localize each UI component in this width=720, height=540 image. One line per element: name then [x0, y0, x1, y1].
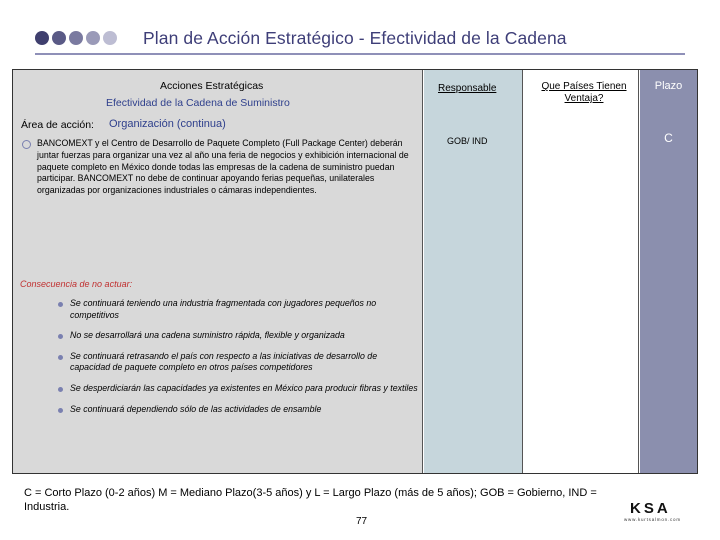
- bullet-icon: [58, 334, 63, 339]
- list-item-text: Se continuará retrasando el país con respecto a las iniciativas de desarrollo de capacidad de paquete completo en otros países competidores: [70, 350, 378, 373]
- area-label: Área de acción:: [21, 119, 94, 131]
- consequences-list: [58, 298, 418, 424]
- logo-subtext: www.kurtsalmon.com: [624, 517, 681, 522]
- header-paises: Que Países Tienen Ventaja?: [541, 81, 627, 104]
- header-responsable: Responsable: [438, 83, 497, 94]
- title-dots: [35, 31, 117, 45]
- consequences-title: Consecuencia de no actuar:: [20, 279, 133, 289]
- list-item-text: Se desperdiciarán las capacidades ya existentes en México para producir fibras y textiles: [70, 382, 418, 393]
- column-paises: [524, 70, 639, 473]
- header-plazo: Plazo: [654, 80, 683, 92]
- title-dot: [86, 31, 100, 45]
- header-acciones: Acciones Estratégicas: [160, 80, 264, 92]
- title-dot: [103, 31, 117, 45]
- list-item: [58, 351, 418, 374]
- bullet-icon: [58, 387, 63, 392]
- list-item: [58, 383, 418, 395]
- list-item: [58, 404, 418, 416]
- list-item: [58, 330, 418, 342]
- title-divider: [35, 53, 685, 55]
- area-value: Organización (continua): [109, 118, 226, 130]
- list-item-text: No se desarrollará una cadena suministro rápida, flexible y organizada: [70, 330, 345, 341]
- ksa-logo: KSA: [630, 500, 671, 517]
- list-item: [58, 298, 418, 321]
- ring-bullet-icon: [22, 140, 31, 149]
- page-title: Plan de Acción Estratégico - Efectividad de la Cadena: [143, 28, 567, 48]
- bullet-icon: [58, 302, 63, 307]
- header-subtitle: Efectividad de la Cadena de Suministro: [106, 97, 290, 109]
- list-item-text: Se continuará teniendo una industria fragmentada con jugadores pequeños no competitivos: [70, 298, 377, 320]
- title-dot: [52, 31, 66, 45]
- footer-note: C = Corto Plazo (0-2 años) M = Mediano Plazo(3-5 años) y L = Largo Plazo (más de 5 años); GOB = Gobierno, IND = Industria.: [24, 487, 597, 513]
- bullet-icon: [58, 408, 63, 413]
- page-number: 77: [356, 516, 368, 527]
- title-dot: [35, 31, 49, 45]
- title-dot: [69, 31, 83, 45]
- bullet-icon: [58, 355, 63, 360]
- responsable-value: GOB/ IND: [447, 136, 488, 146]
- list-item-text: Se continuará dependiendo sólo de las actividades de ensamble: [70, 403, 322, 414]
- action-text: BANCOMEXT y el Centro de Desarrollo de Paquete Completo (Full Package Center) deberán juntar fuerzas para organizar una vez al año una feria de negocios y exhibición internacional de paquete completo en México donde todas las empresas de la cadena de suministro puedan participar. BANCOMEXT no debe de continuar apoyando ferias pequeñas, unilaterales organizadas por organizaciones industriales o cámaras independientes.: [37, 138, 409, 196]
- plazo-value: C: [664, 131, 673, 145]
- column-responsable: [424, 70, 523, 473]
